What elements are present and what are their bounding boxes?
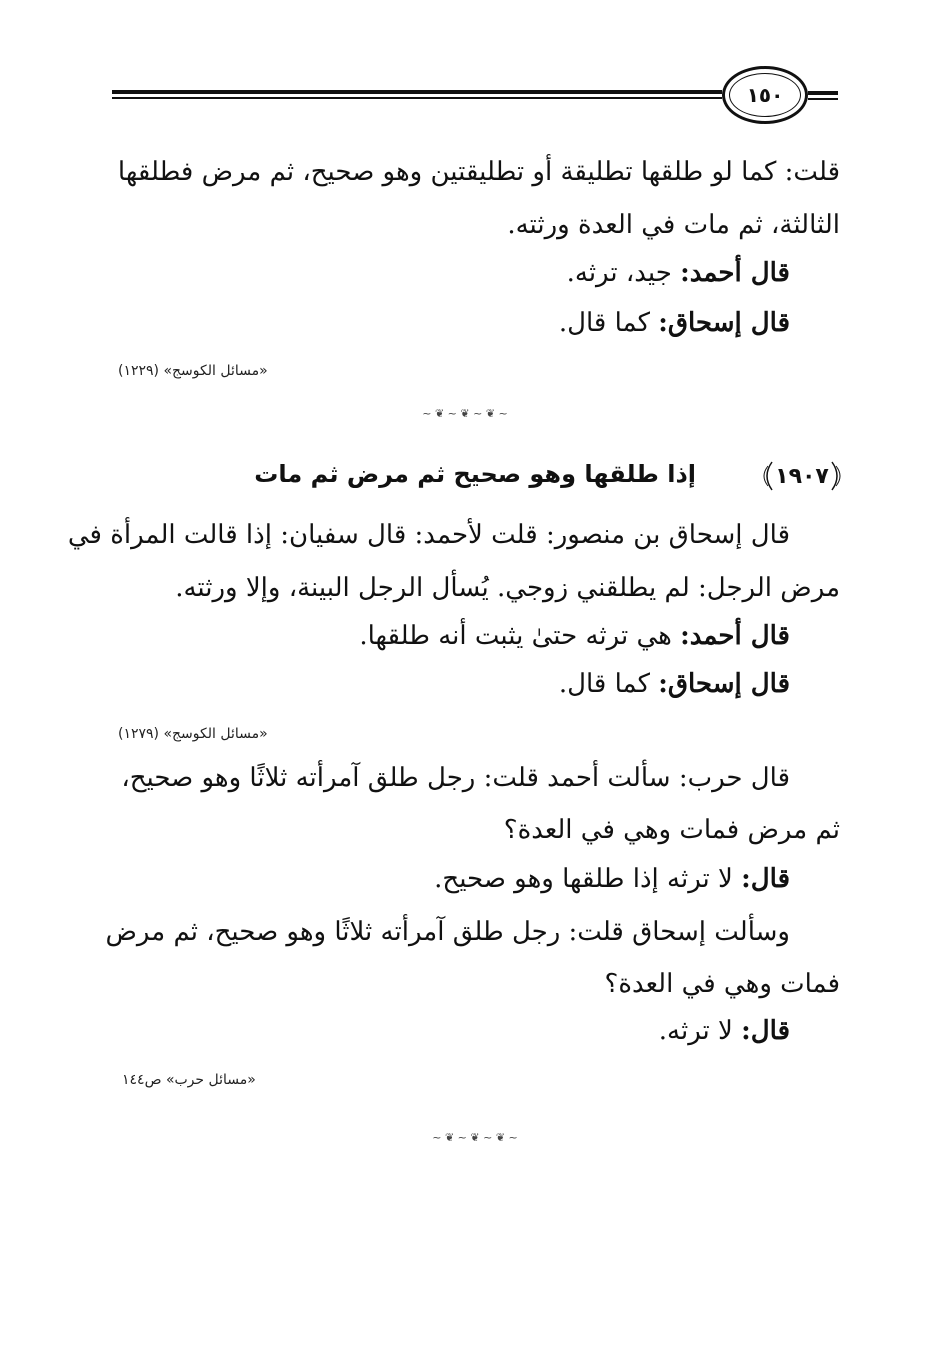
paragraph-line: قلت: كما لو طلقها تطليقة أو تطليقتين وهو صحيح، ثم مرض فطلقها bbox=[117, 157, 840, 187]
ishaq-answer bbox=[559, 305, 790, 341]
answer-text: لا ترثه. bbox=[658, 1016, 742, 1046]
paragraph-line: وسألت إسحاق قلت: رجل طلق آمرأته ثلاثًا وهو صحيح، ثم مرض bbox=[105, 917, 790, 947]
ahmad-answer bbox=[567, 255, 790, 291]
source-citation: «مسائل حرب» ص١٤٤ bbox=[122, 1072, 256, 1088]
page-number: ١٥٠ bbox=[746, 83, 784, 107]
paragraph-line: قال حرب: سألت أحمد قلت: رجل طلق آمرأته ثلاثًا وهو صحيح، bbox=[121, 763, 790, 793]
entry-number: ١٩٠٧ bbox=[775, 463, 829, 489]
speaker-label: قال: bbox=[741, 864, 790, 894]
paragraph-line: الثالثة، ثم مات في العدة ورثته. bbox=[507, 210, 840, 240]
paragraph-line: مرض الرجل: لم يطلقني زوجي. يُسأل الرجل البينة، وإلا ورثته. bbox=[175, 573, 840, 603]
header-rule bbox=[112, 90, 722, 102]
answer-text: كما قال. bbox=[558, 308, 659, 338]
paragraph-line: فمات وهي في العدة؟ bbox=[604, 969, 840, 999]
page-number-badge bbox=[722, 66, 808, 124]
answer-text: هي ترثه حتىٰ يثبت أنه طلقها. bbox=[359, 621, 681, 651]
speaker-label: قال أحمد: bbox=[680, 258, 790, 288]
qal-answer bbox=[434, 861, 790, 897]
speaker-label: قال إسحاق: bbox=[658, 308, 790, 338]
answer-text: كما قال. bbox=[558, 669, 659, 699]
ishaq-answer bbox=[559, 666, 790, 702]
ahmad-answer bbox=[359, 618, 790, 654]
section-divider-ornament: ~ ❦ ~ ❦ ~ ❦ ~ bbox=[432, 1130, 518, 1144]
speaker-label: قال أحمد: bbox=[680, 621, 790, 651]
paragraph-line: قال إسحاق بن منصور: قلت لأحمد: قال سفيان: إذا قالت المرأة في bbox=[67, 520, 790, 550]
entry-title: إذا طلقها وهو صحيح ثم مرض ثم مات bbox=[254, 460, 696, 488]
entry-number-badge bbox=[758, 456, 846, 496]
paragraph-line: ثم مرض فمات وهي في العدة؟ bbox=[503, 815, 840, 845]
section-divider-ornament: ~ ❦ ~ ❦ ~ ❦ ~ bbox=[422, 406, 508, 420]
qal-answer bbox=[659, 1013, 790, 1049]
speaker-label: قال إسحاق: bbox=[658, 669, 790, 699]
header-rule-tail bbox=[808, 91, 838, 101]
source-citation: «مسائل الكوسج» (١٢٧٩) bbox=[118, 726, 268, 742]
source-citation: «مسائل الكوسج» (١٢٢٩) bbox=[118, 363, 268, 379]
answer-text: لا ترثه إذا طلقها وهو صحيح. bbox=[434, 864, 742, 894]
answer-text: جيد، ترثه. bbox=[566, 258, 681, 288]
speaker-label: قال: bbox=[741, 1016, 790, 1046]
